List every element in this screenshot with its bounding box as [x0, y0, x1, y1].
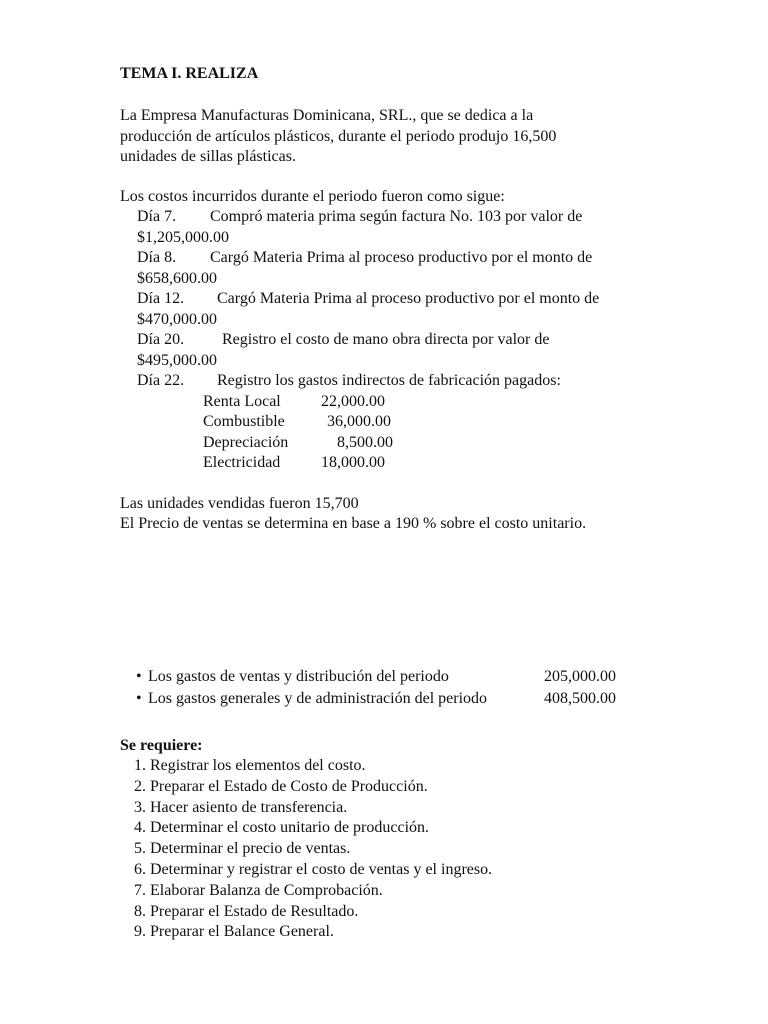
expense-value: 408,500.00	[544, 690, 616, 707]
expense-item	[136, 689, 616, 711]
requirement-item: 8. Preparar el Estado de Resultado.	[134, 902, 359, 920]
entry-day: Día 12.	[137, 290, 185, 307]
entry-amount: $495,000.00	[137, 351, 217, 369]
intro-line: unidades de sillas plásticas.	[120, 148, 296, 165]
overhead-label: Depreciación	[203, 433, 289, 451]
entry-text: Registro los gastos indirectos de fabricación pagados:	[217, 372, 561, 389]
cost-entry	[137, 207, 680, 248]
page-title: TEMA I. REALIZA	[120, 65, 259, 82]
entry-day: Día 7.	[137, 208, 177, 225]
requirement-item: 1. Registrar los elementos del costo.	[134, 757, 366, 774]
sales-line: El Precio de ventas se determina en base a 190 % sobre el costo unitario.	[120, 515, 587, 532]
requirements-list	[120, 756, 680, 943]
requirement-item: 2. Preparar el Estado de Costo de Producción.	[134, 777, 428, 795]
entry-amount: $470,000.00	[137, 310, 217, 328]
overhead-label: Electricidad	[203, 454, 281, 471]
overhead-row	[203, 412, 680, 433]
cost-entry	[137, 371, 680, 392]
expense-label: Los gastos generales y de administración del periodo	[148, 690, 488, 707]
overhead-value: 22,000.00	[321, 392, 385, 410]
entry-text: Registro el costo de mano obra directa por valor de	[222, 331, 550, 348]
overhead-label: Combustible	[203, 413, 285, 430]
overhead-row	[203, 453, 680, 474]
cost-entry	[137, 289, 680, 330]
cost-entries	[137, 207, 680, 474]
overhead-row	[203, 433, 680, 454]
expense-label: Los gastos de ventas y distribución del periodo	[148, 668, 449, 685]
expenses-list	[136, 667, 616, 711]
entry-day: Día 22.	[137, 372, 185, 389]
requirement-item: 7. Elaborar Balanza de Comprobación.	[134, 881, 383, 899]
sales-info	[120, 494, 680, 535]
document-body	[120, 64, 680, 535]
requirement-item: 5. Determinar el precio de ventas.	[134, 840, 351, 858]
requirements-title: Se requiere:	[120, 737, 203, 754]
costs-intro: Los costos incurridos durante el periodo fueron como sigue:	[120, 187, 505, 205]
entry-amount: $1,205,000.00	[137, 228, 229, 246]
sales-line: Las unidades vendidas fueron 15,700	[120, 494, 359, 512]
intro-line: producción de artículos plásticos, durante el periodo produjo 16,500	[120, 127, 557, 145]
overhead-table	[203, 392, 680, 474]
expense-item	[136, 667, 616, 689]
expense-value: 205,000.00	[544, 668, 616, 685]
cost-entry	[137, 248, 680, 289]
entry-text: Compró materia prima según factura No. 103 por valor de	[210, 208, 583, 225]
cost-entry	[137, 330, 680, 371]
intro-paragraph	[120, 106, 680, 168]
bullet-icon: •	[136, 668, 142, 685]
overhead-value: 8,500.00	[337, 433, 393, 451]
requirement-item: 9. Preparar el Balance General.	[134, 923, 334, 941]
entry-day: Día 20.	[137, 331, 185, 348]
intro-line: La Empresa Manufacturas Dominicana, SRL., que se dedica a la	[120, 107, 534, 124]
entry-day: Día 8.	[137, 249, 177, 266]
requirement-item: 4. Determinar el costo unitario de producción.	[134, 819, 430, 837]
entry-text: Cargó Materia Prima al proceso productivo por el monto de	[217, 290, 600, 307]
overhead-label: Renta Local	[203, 392, 281, 410]
requirement-item: 3. Hacer asiento de transferencia.	[134, 798, 348, 816]
overhead-value: 36,000.00	[327, 413, 391, 430]
entry-text: Cargó Materia Prima al proceso productivo por el monto de	[210, 249, 593, 266]
entry-amount: $658,600.00	[137, 269, 217, 287]
bullet-icon: •	[136, 690, 142, 707]
overhead-row	[203, 392, 680, 413]
overhead-value: 18,000.00	[321, 454, 385, 471]
requirement-item: 6. Determinar y registrar el costo de ventas y el ingreso.	[134, 860, 493, 878]
requirements-section	[120, 736, 680, 943]
